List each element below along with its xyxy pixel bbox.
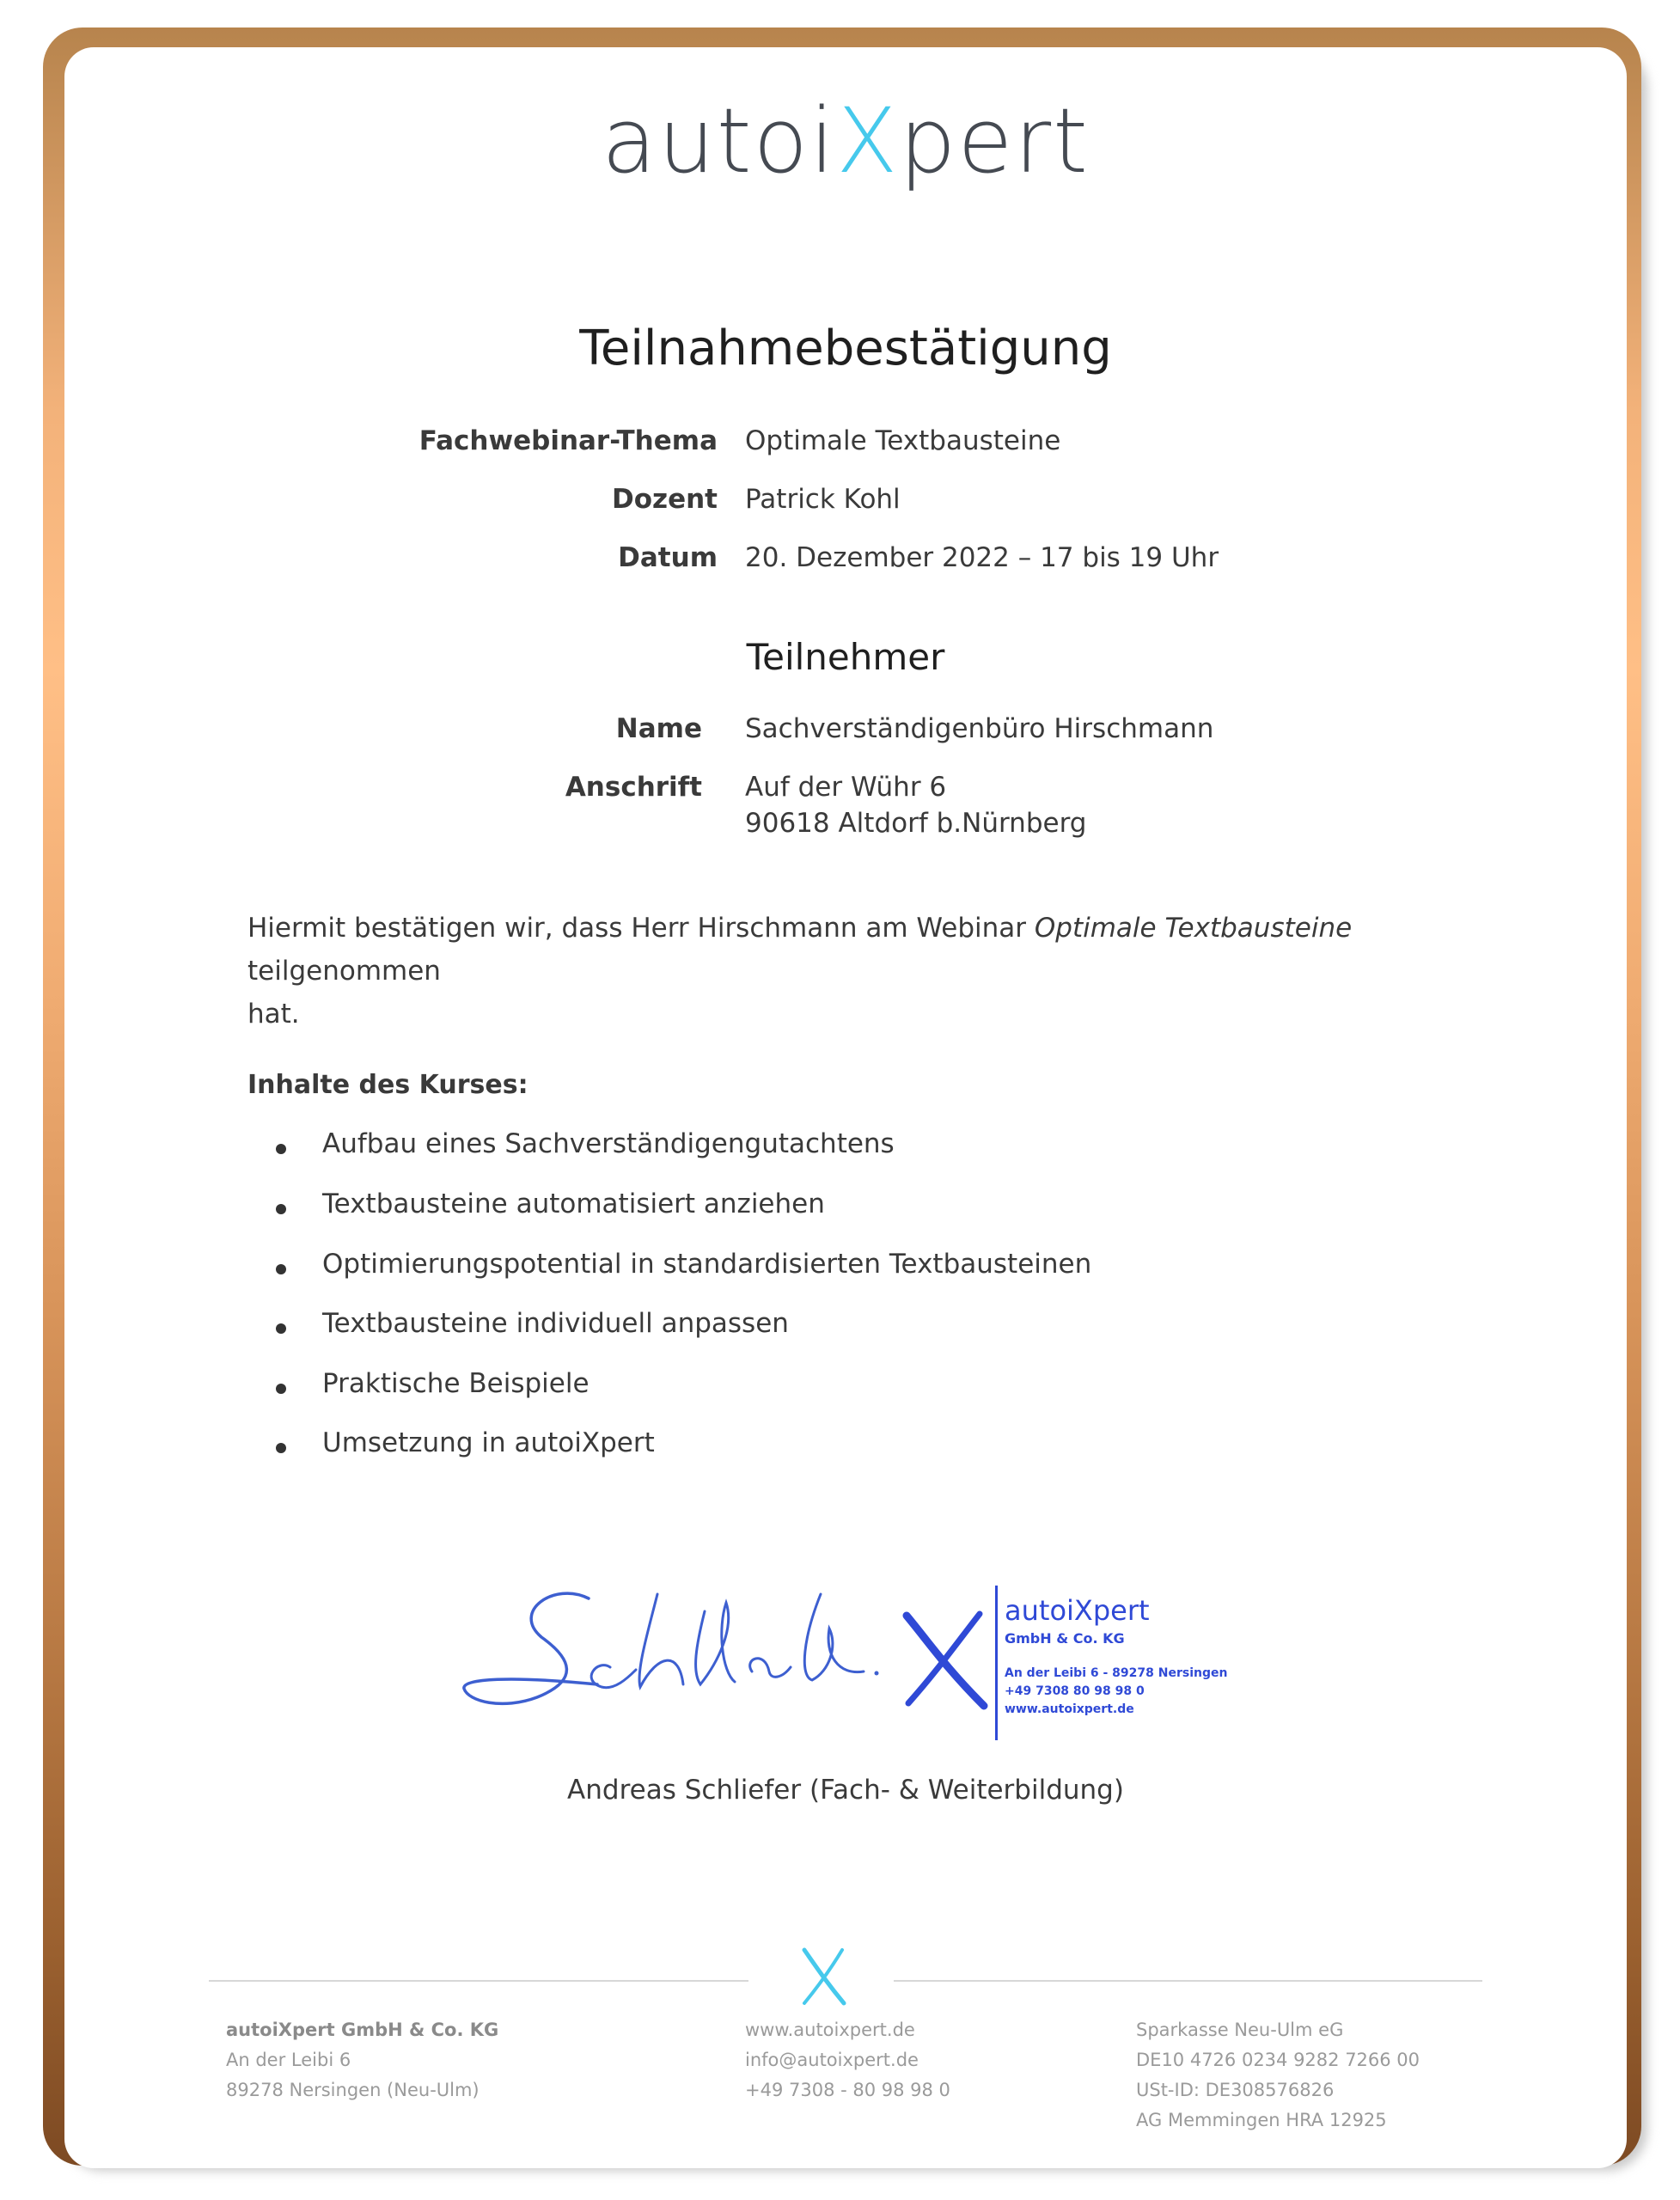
value-lecturer: Patrick Kohl [745,484,901,515]
footer-company [226,2015,498,2105]
footer-bank [1136,2015,1420,2136]
stamp-legal-form: GmbH & Co. KG [1005,1630,1125,1647]
course-item: Praktische Beispiele [322,1368,590,1399]
bullet-dot [276,1264,286,1274]
logo-text-main: autoi [602,89,837,193]
logo-text-end: pert [899,89,1090,193]
footer-company-street: An der Leibi 6 [226,2050,351,2070]
footer-phone: +49 7308 - 80 98 98 0 [745,2080,950,2100]
confirmation-paragraph [247,907,1494,1036]
signatory-name: Andreas Schliefer (Fach- & Weiterbildung) [567,1775,1124,1806]
label-lecturer: Dozent [612,484,718,515]
course-item: Textbausteine individuell anpassen [322,1308,789,1339]
certificate-page [64,47,1627,2168]
footer-email: info@autoixpert.de [745,2050,919,2070]
bullet-dot [276,1443,286,1453]
autoixpert-logo [64,89,1627,193]
confirmation-text-before: Hiermit bestätigen wir, dass Herr Hirschmann am Webinar [247,913,1035,944]
footer-company-city: 89278 Nersingen (Neu-Ulm) [226,2080,480,2100]
footer-rule-left [209,1980,748,1982]
bullet-dot [276,1144,286,1154]
course-item: Umsetzung in autoiXpert [322,1427,655,1458]
stamp-phone: +49 7308 80 98 98 0 [1005,1684,1145,1698]
stamp-brand: autoiXpert [1005,1594,1150,1627]
course-item: Textbausteine automatisiert anziehen [322,1189,825,1219]
label-date: Datum [618,542,718,573]
course-heading: Inhalte des Kurses: [247,1070,528,1100]
value-topic: Optimale Textbausteine [745,425,1061,456]
value-address-line2: 90618 Altdorf b.Nürnberg [745,808,1087,839]
footer-website: www.autoixpert.de [745,2020,915,2040]
label-address: Anschrift [565,772,702,803]
value-date: 20. Dezember 2022 – 17 bis 19 Uhr [745,542,1219,573]
document-title: Teilnahmebestätigung [579,321,1112,376]
participant-heading: Teilnehmer [746,636,945,678]
course-item: Aufbau eines Sachverständigengutachtens [322,1128,895,1159]
bullet-dot [276,1323,286,1334]
label-name: Name [615,713,702,744]
course-item: Optimierungspotential in standardisierten Textbausteinen [322,1249,1092,1280]
value-address-line1: Auf der Wühr 6 [745,772,947,803]
bullet-dot [276,1384,286,1394]
confirmation-text-after: teilgenommen [247,956,441,987]
stamp-x-icon [898,1607,993,1710]
footer-vat-id: USt-ID: DE308576826 [1136,2080,1335,2100]
label-topic: Fachwebinar-Thema [418,425,718,456]
footer-rule-right [894,1980,1482,1982]
footer-x-logo-icon [799,1946,847,2007]
footer-register: AG Memmingen HRA 12925 [1136,2110,1387,2130]
confirmation-text-line2: hat. [247,999,300,1030]
bullet-dot [276,1204,286,1214]
logo-x-mark: X [836,89,900,193]
footer-bank-name: Sparkasse Neu-Ulm eG [1136,2020,1344,2040]
footer-company-name: autoiXpert GmbH & Co. KG [226,2020,499,2040]
footer-contact [745,2015,950,2105]
stamp-divider [995,1586,998,1740]
value-name: Sachverständigenbüro Hirschmann [745,713,1214,744]
stamp-website: www.autoixpert.de [1005,1702,1134,1716]
footer-iban: DE10 4726 0234 9282 7266 00 [1136,2050,1420,2070]
handwritten-signature [460,1577,941,1723]
stamp-address: An der Leibi 6 - 89278 Nersingen [1005,1666,1228,1680]
confirmation-webinar-title: Optimale Textbausteine [1034,913,1353,944]
